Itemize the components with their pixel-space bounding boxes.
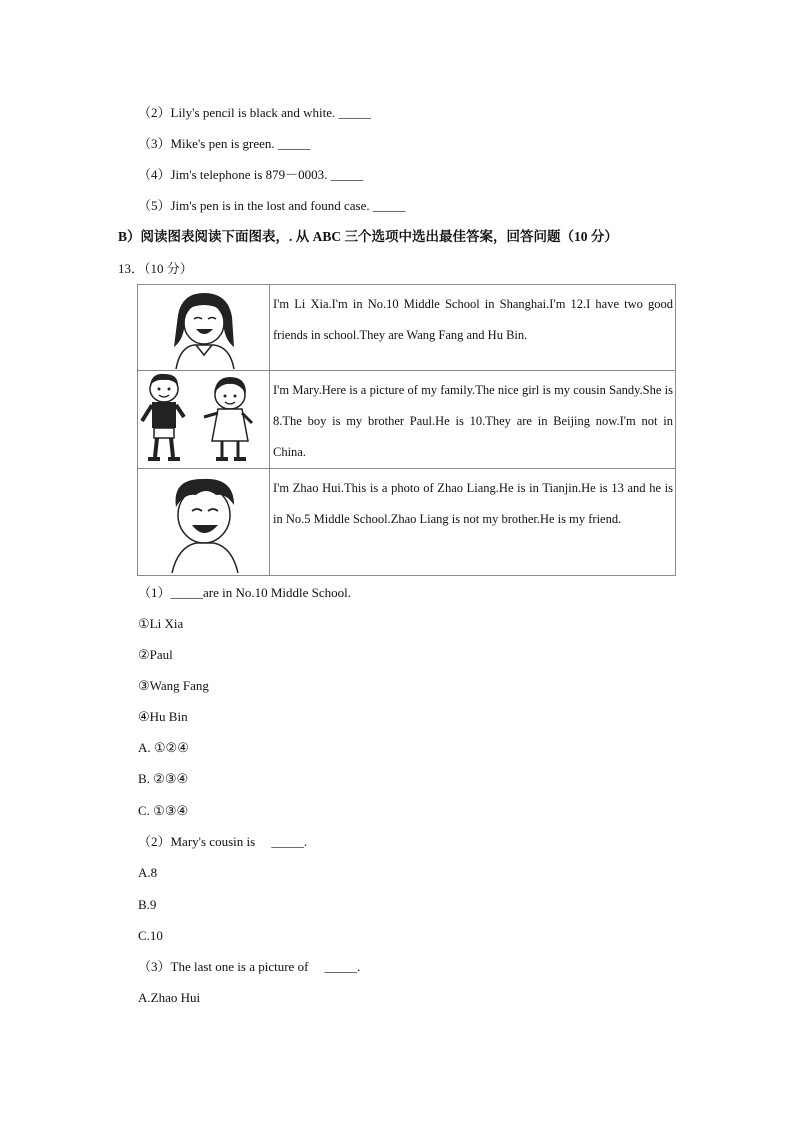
question-item: （4）Jim's telephone is 879－0003. _____: [138, 167, 364, 182]
answer-option: C.10: [138, 928, 163, 943]
section-b-heading: B）阅读图表阅读下面图表，. 从 ABC 三个选项中选出最佳答案，回答问题（10 分）: [118, 229, 618, 244]
choice-item: ③Wang Fang: [138, 678, 209, 693]
question-number: 13．（10 分）: [118, 261, 193, 276]
question-item: （3）Mike's pen is green. _____: [138, 136, 311, 151]
answer-option: C. ①③④: [138, 803, 189, 818]
table-text: I'm Mary.Here is a picture of my family.The nice girl is my cousin Sandy.She is 8.The boy is my brother Paul.He is 10.They are in Beijing now.I'm not in China.: [270, 371, 676, 469]
answer-option: A.Zhao Hui: [138, 990, 201, 1005]
table-row: [138, 285, 676, 371]
answer-option: B. ②③④: [138, 771, 189, 786]
table-row: [138, 469, 676, 576]
answer-option: A. ①②④: [138, 740, 189, 755]
reading-table: [137, 284, 676, 576]
question-item: （2）Lily's pencil is black and white. _____: [138, 105, 372, 120]
girl-portrait-image: [138, 285, 270, 371]
question-stem: （2）Mary's cousin is _____.: [138, 834, 308, 849]
table-text: I'm Zhao Hui.This is a photo of Zhao Liang.He is in Tianjin.He is 13 and he is in No.5 Middle School.Zhao Liang is not my brother.He is my friend.: [270, 469, 676, 576]
question-item: （5）Jim's pen is in the lost and found case. _____: [138, 198, 406, 213]
boy-and-girl-image: [138, 371, 270, 469]
answer-option: A.8: [138, 865, 158, 880]
answer-option: B.9: [138, 897, 157, 912]
table-text: I'm Li Xia.I'm in No.10 Middle School in Shanghai.I'm 12.I have two good friends in school.They are Wang Fang and Hu Bin.: [270, 285, 676, 371]
choice-item: ④Hu Bin: [138, 709, 188, 724]
choice-item: ①Li Xia: [138, 616, 184, 631]
question-stem: （1）_____are in No.10 Middle School.: [138, 585, 352, 600]
boy-portrait-image: [138, 469, 270, 576]
choice-item: ②Paul: [138, 647, 173, 662]
table-row: [138, 371, 676, 469]
question-stem: （3）The last one is a picture of _____.: [138, 959, 361, 974]
